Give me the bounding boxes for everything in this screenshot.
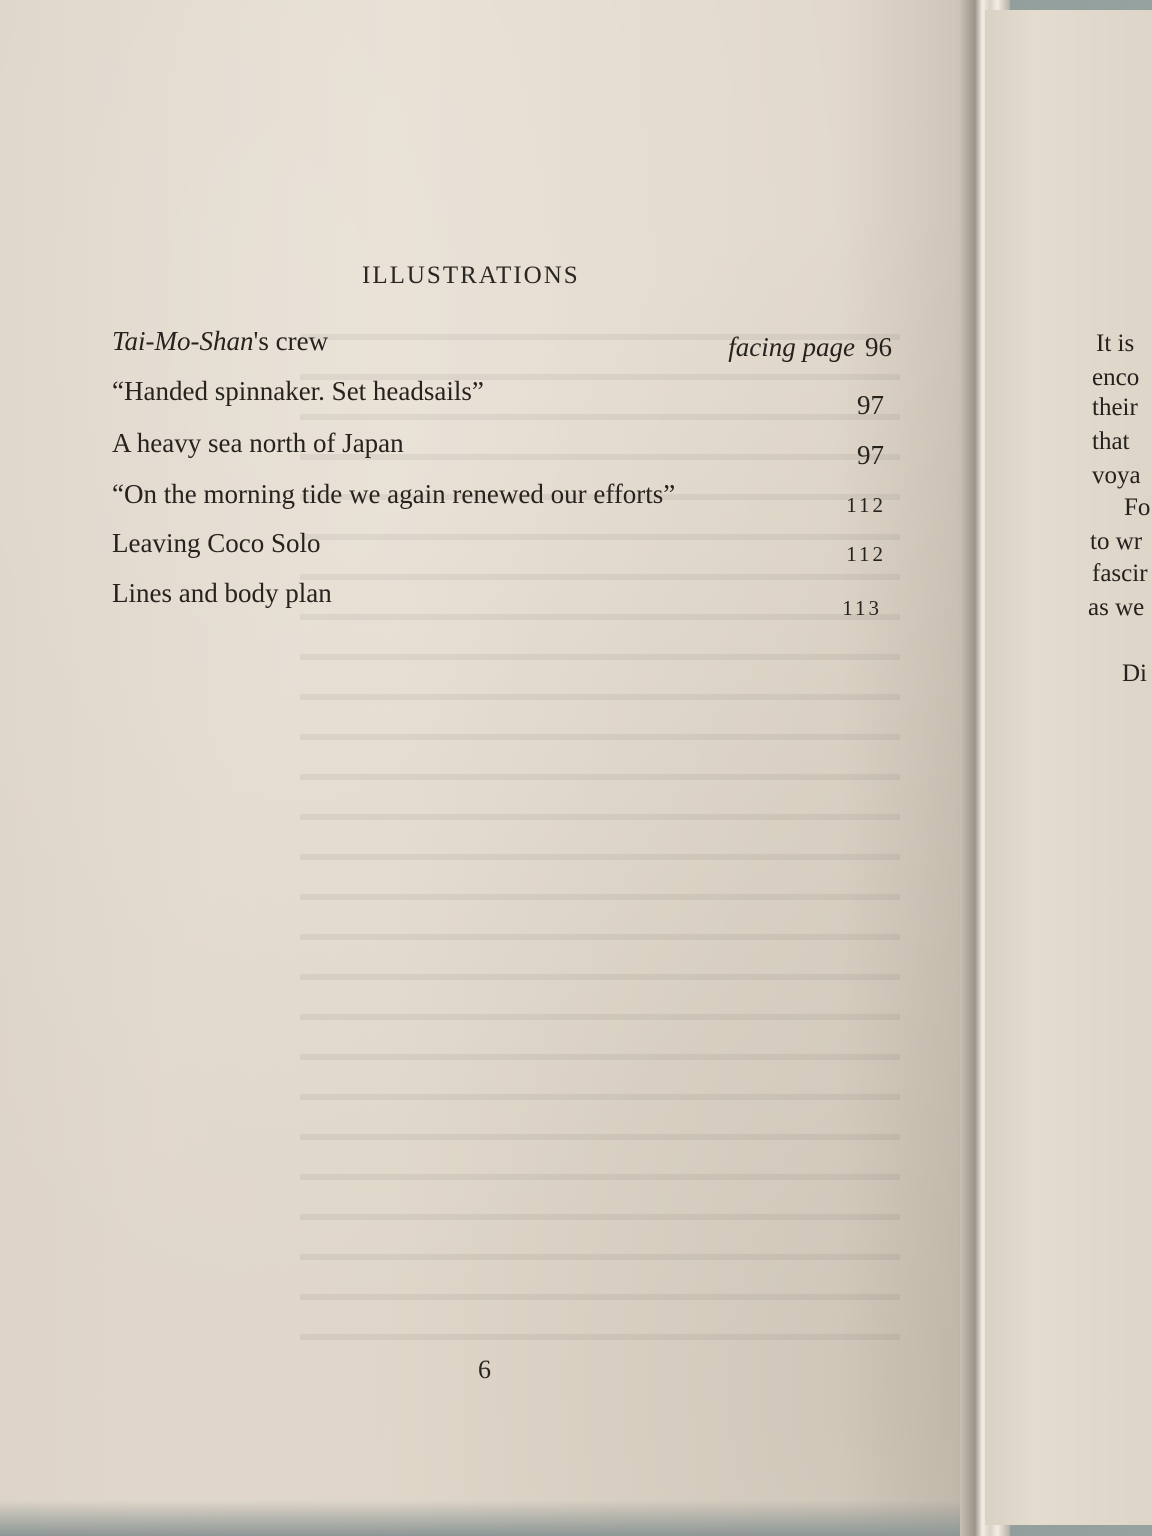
right-page-line: fascir bbox=[1092, 560, 1148, 587]
right-page-line: Di bbox=[1122, 660, 1147, 687]
entry-title-rest: 's crew bbox=[253, 326, 329, 356]
illustration-entry bbox=[112, 528, 892, 568]
entry-title: Leaving Coco Solo bbox=[112, 528, 321, 558]
right-page-line: Fo bbox=[1124, 494, 1151, 521]
right-page-line: that bbox=[1092, 428, 1130, 455]
illustration-entry bbox=[112, 326, 892, 366]
entry-title: A heavy sea north of Japan bbox=[112, 428, 404, 458]
right-page-line: as we bbox=[1088, 594, 1145, 621]
right-page-line: to wr bbox=[1090, 528, 1143, 555]
entry-page-number: 97 bbox=[857, 440, 884, 470]
right-page-line: enco bbox=[1092, 364, 1140, 391]
entry-page-number: 113 bbox=[842, 596, 882, 620]
illustration-entry bbox=[112, 479, 892, 519]
entry-title: Lines and body plan bbox=[112, 578, 332, 608]
right-page bbox=[985, 10, 1152, 1525]
page-heading: ILLUSTRATIONS bbox=[362, 262, 580, 289]
facing-page-label: facing page bbox=[728, 332, 855, 362]
entry-title: “Handed spinnaker. Set headsails” bbox=[112, 376, 484, 406]
entry-page-number: 112 bbox=[846, 493, 886, 517]
illustration-entry bbox=[112, 578, 892, 618]
entry-page-number: 96 bbox=[865, 332, 892, 362]
illustration-entry bbox=[112, 376, 892, 420]
illustration-entry bbox=[112, 428, 892, 468]
entry-page-number: 112 bbox=[846, 542, 886, 566]
entry-title: “On the morning tide we again renewed our efforts” bbox=[112, 479, 676, 509]
page-number: 6 bbox=[478, 1355, 491, 1384]
right-page-line: voya bbox=[1092, 462, 1141, 489]
entry-page-number: 97 bbox=[857, 390, 884, 420]
right-page-line: It is bbox=[1096, 330, 1135, 357]
entry-page-group bbox=[728, 332, 892, 363]
right-page-line: their bbox=[1092, 394, 1138, 421]
entry-title bbox=[112, 326, 328, 357]
entry-title-italic: Tai-Mo-Shan bbox=[112, 326, 254, 356]
